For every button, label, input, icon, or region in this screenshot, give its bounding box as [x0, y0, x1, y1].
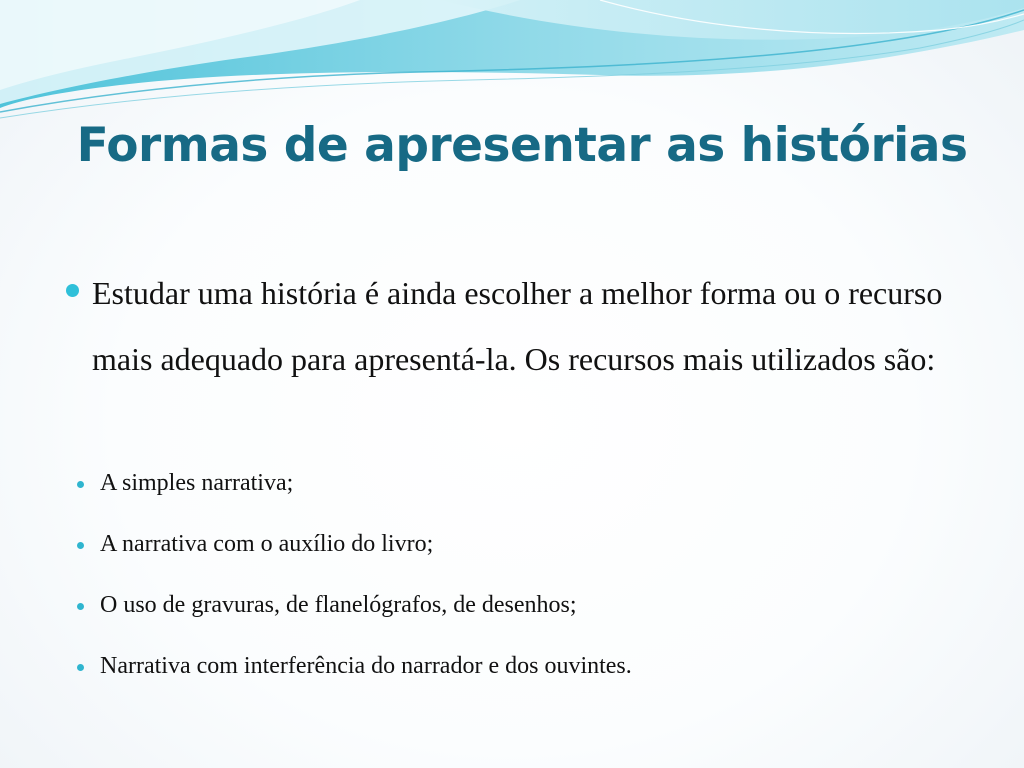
- resource-text: A narrativa com o auxílio do livro;: [100, 531, 434, 557]
- bullet-dot-icon: [77, 603, 84, 610]
- bullet-dot-icon: [77, 664, 84, 671]
- resource-item: [70, 514, 950, 575]
- main-bullet-list: [64, 260, 964, 392]
- bullet-dot-icon: [66, 284, 79, 297]
- resources-list: [70, 453, 950, 697]
- resource-text: O uso de gravuras, de flanelógrafos, de desenhos;: [100, 592, 577, 618]
- slide-title: Formas de apresentar as histórias: [76, 118, 968, 173]
- resource-item: [70, 575, 950, 636]
- main-bullet-item: [64, 260, 964, 392]
- bullet-dot-icon: [77, 481, 84, 488]
- resource-item: [70, 636, 950, 697]
- resource-item: [70, 453, 950, 514]
- bullet-dot-icon: [77, 542, 84, 549]
- header-wave-decoration: [0, 0, 1024, 130]
- main-bullet-text: Estudar uma história é ainda escolher a melhor forma ou o recurso mais adequado para apresentá-la. Os recursos mais utilizados são:: [92, 275, 943, 377]
- resource-text: Narrativa com interferência do narrador e dos ouvintes.: [100, 653, 632, 679]
- resource-text: A simples narrativa;: [100, 470, 294, 496]
